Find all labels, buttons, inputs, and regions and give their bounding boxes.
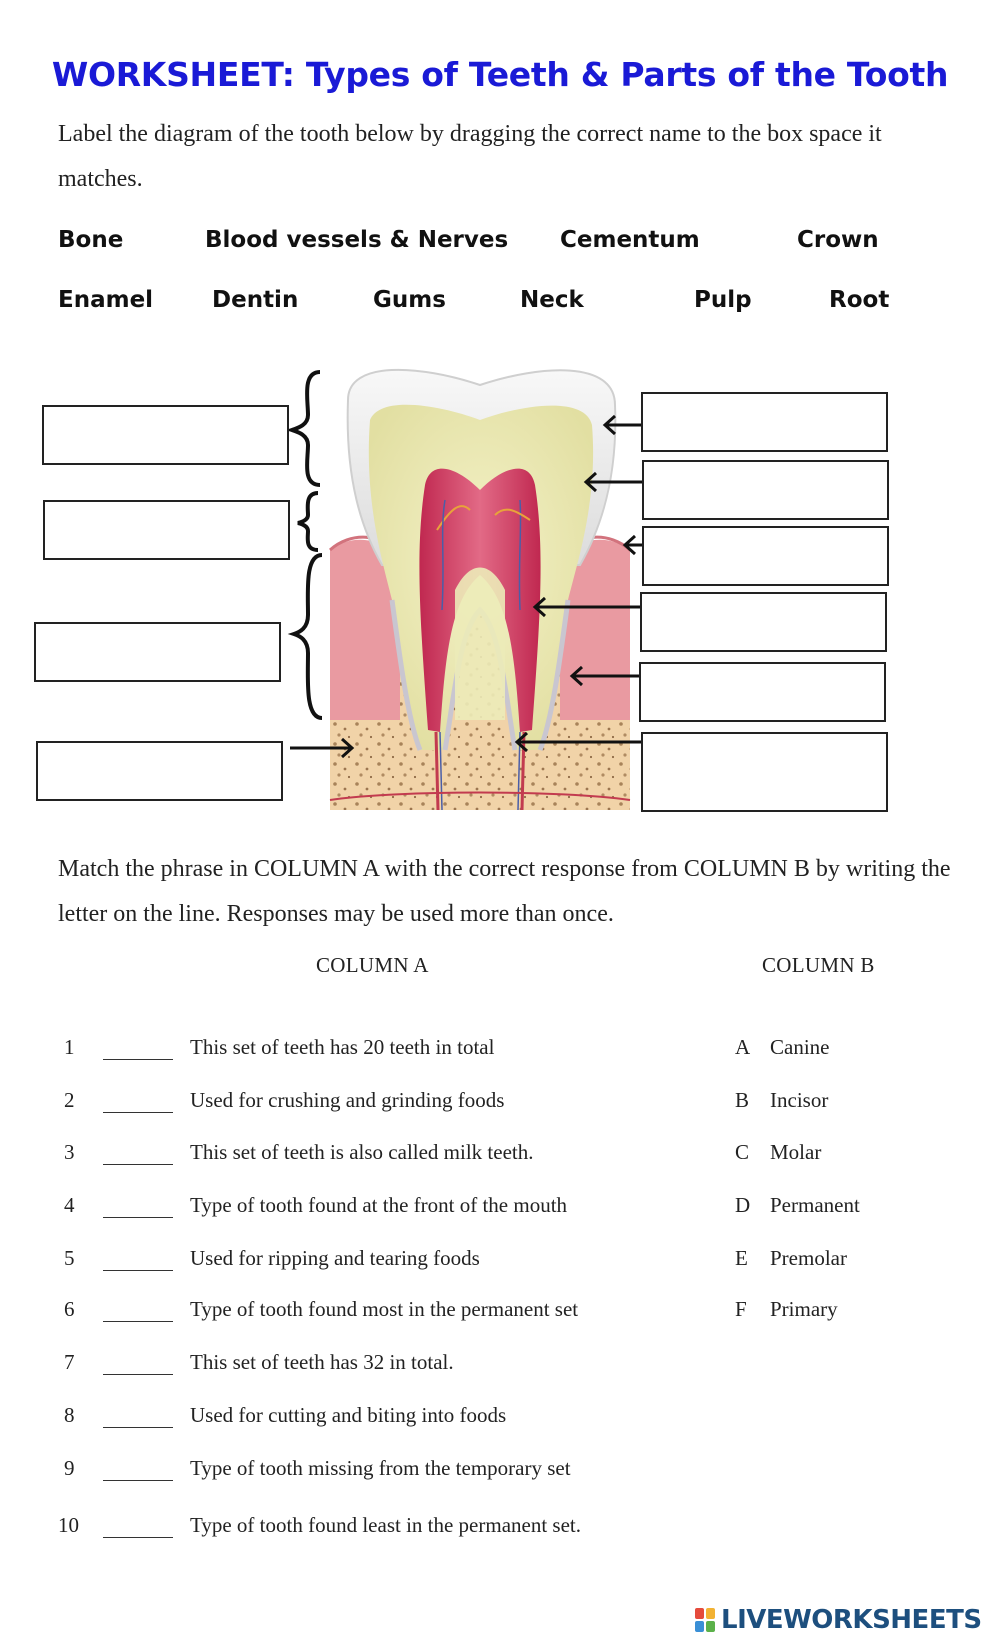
liveworksheets-logo-icon <box>695 1607 717 1633</box>
worksheet-title: WORKSHEET: Types of Teeth & Parts of the Tooth <box>51 55 949 94</box>
word-bone[interactable]: Bone <box>58 227 124 253</box>
label-box-crown[interactable] <box>42 405 289 465</box>
question-text: This set of teeth is also called milk teeth. <box>190 1140 534 1164</box>
word-pulp[interactable]: Pulp <box>694 287 752 313</box>
bracket-root <box>294 555 322 718</box>
answer-blank[interactable] <box>103 1269 173 1271</box>
label-box-gums[interactable] <box>642 526 889 586</box>
question-number: 9 <box>64 1456 75 1480</box>
word-neck[interactable]: Neck <box>520 287 584 313</box>
answer-blank[interactable] <box>103 1479 173 1481</box>
question-number: 8 <box>64 1403 75 1427</box>
bracket-crown <box>292 372 320 485</box>
word-blood-vessels-nerves[interactable]: Blood vessels & Nerves <box>205 227 509 253</box>
question-text: This set of teeth has 20 teeth in total <box>190 1035 495 1059</box>
instructions-matching: Match the phrase in COLUMN A with the correct response from COLUMN B by writing the letter on the line. Responses may be used more than once. <box>58 856 951 927</box>
pulp-chamber <box>419 469 540 732</box>
label-box-cementum[interactable] <box>639 662 886 722</box>
label-box-neck[interactable] <box>43 500 290 560</box>
word-crown[interactable]: Crown <box>797 227 879 253</box>
label-box-enamel[interactable] <box>641 392 888 452</box>
response-text: Incisor <box>770 1088 829 1112</box>
response-text: Primary <box>770 1297 838 1321</box>
word-enamel[interactable]: Enamel <box>58 287 154 313</box>
footer-brand[interactable] <box>695 1603 982 1637</box>
question-number: 10 <box>58 1513 79 1537</box>
question-text: This set of teeth has 32 in total. <box>190 1350 454 1374</box>
question-text: Type of tooth found at the front of the mouth <box>190 1193 568 1217</box>
response-letter: F <box>735 1297 747 1321</box>
question-number: 2 <box>64 1088 75 1112</box>
question-text: Type of tooth missing from the temporary set <box>190 1456 571 1480</box>
answer-blank[interactable] <box>103 1373 173 1375</box>
answer-blank[interactable] <box>103 1536 173 1538</box>
response-letter: B <box>735 1088 750 1112</box>
answer-blank[interactable] <box>103 1426 173 1428</box>
word-root[interactable]: Root <box>829 287 890 313</box>
question-text: Used for crushing and grinding foods <box>190 1088 505 1112</box>
label-box-blood-vessels[interactable] <box>641 732 888 812</box>
response-letter: C <box>735 1140 750 1164</box>
question-text: Type of tooth found most in the permanent set <box>190 1297 579 1321</box>
label-box-bone[interactable] <box>36 741 283 801</box>
response-letter: D <box>735 1193 751 1217</box>
response-text: Molar <box>770 1140 822 1164</box>
label-box-root[interactable] <box>34 622 281 682</box>
answer-blank[interactable] <box>103 1058 173 1060</box>
response-text: Premolar <box>770 1246 847 1270</box>
label-box-dentin[interactable] <box>642 460 889 520</box>
column-a-heading: COLUMN A <box>316 953 429 977</box>
answer-blank[interactable] <box>103 1216 173 1218</box>
word-gums[interactable]: Gums <box>373 287 446 313</box>
question-number: 6 <box>64 1297 75 1321</box>
response-letter: A <box>735 1035 751 1059</box>
question-text: Used for ripping and tearing foods <box>190 1246 480 1270</box>
question-number: 4 <box>64 1193 75 1217</box>
question-number: 1 <box>64 1035 75 1059</box>
question-number: 3 <box>64 1140 75 1164</box>
label-box-pulp[interactable] <box>640 592 887 652</box>
bracket-neck <box>298 493 318 550</box>
question-text: Type of tooth found least in the permanent set. <box>190 1513 582 1537</box>
instructions-labeling: Label the diagram of the tooth below by dragging the correct name to the box space it matches. <box>58 121 882 192</box>
word-dentin[interactable]: Dentin <box>212 287 299 313</box>
answer-blank[interactable] <box>103 1111 173 1113</box>
response-letter: E <box>735 1246 748 1270</box>
question-number: 7 <box>64 1350 75 1374</box>
answer-blank[interactable] <box>103 1320 173 1322</box>
response-text: Permanent <box>770 1193 860 1217</box>
response-text: Canine <box>770 1035 830 1059</box>
column-b-heading: COLUMN B <box>762 953 875 977</box>
question-text: Used for cutting and biting into foods <box>190 1403 507 1427</box>
question-number: 5 <box>64 1246 75 1270</box>
answer-blank[interactable] <box>103 1163 173 1165</box>
brand-name: LIVEWORKSHEETS <box>721 1605 982 1635</box>
word-cementum[interactable]: Cementum <box>560 227 700 253</box>
